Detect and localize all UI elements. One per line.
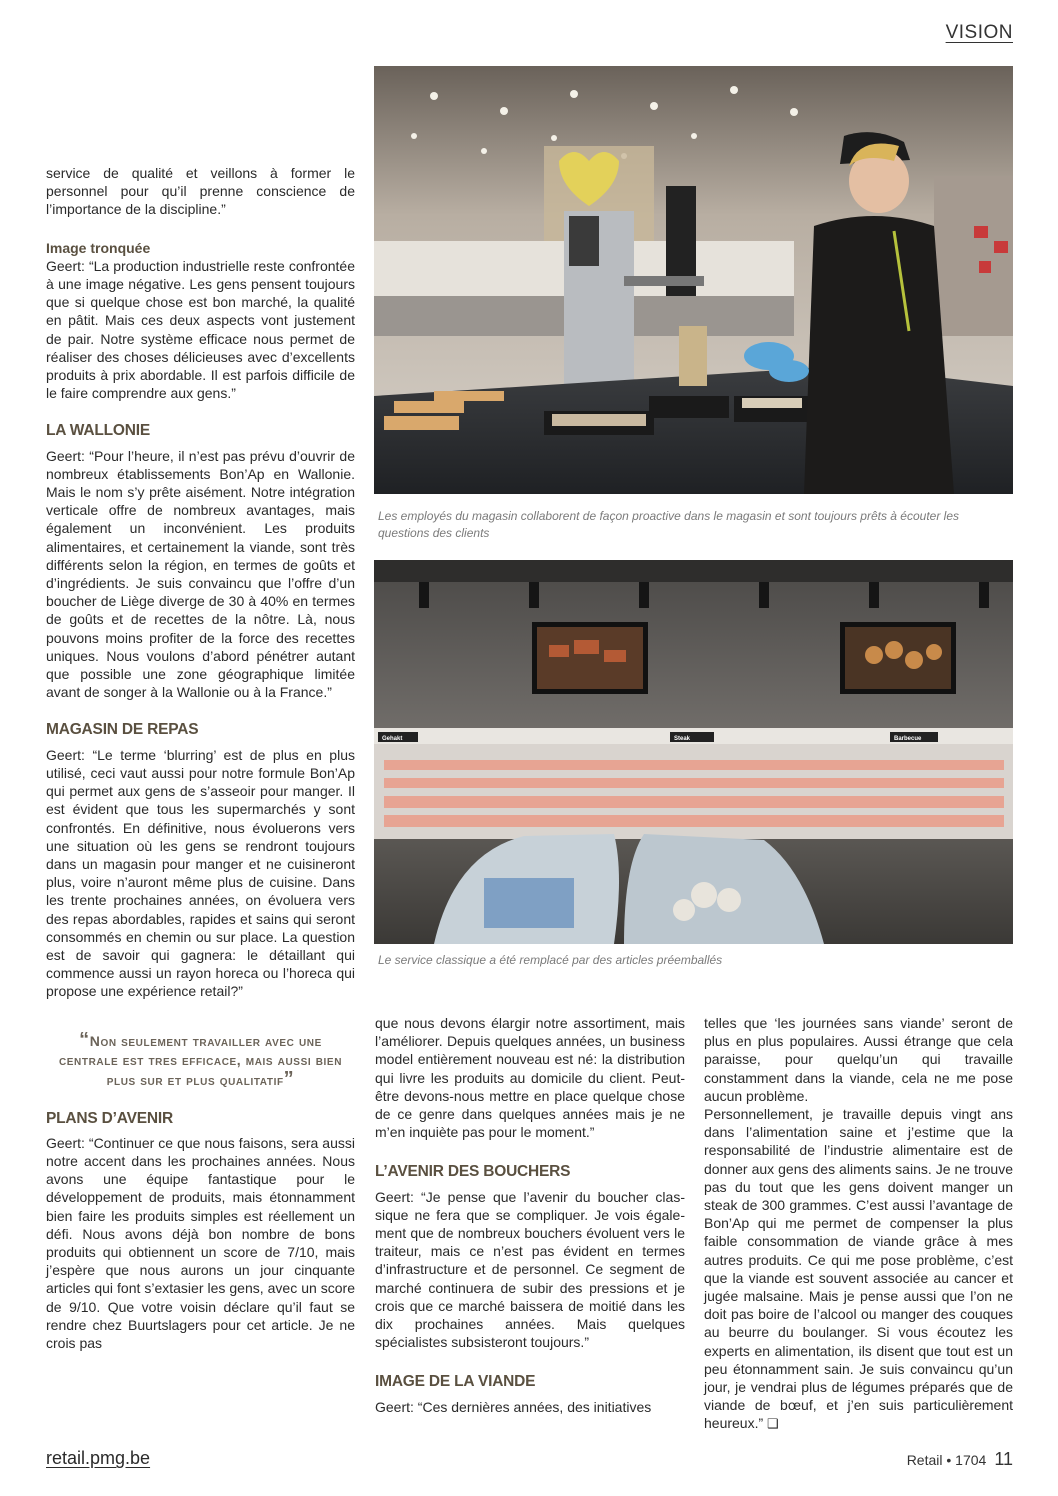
pull-quote-text: Non seulement travailler avec une centrale est tres efficace, mais aussi bien plus sur et plus qualitatif [58,1032,343,1088]
right-column [704,1014,1013,1434]
page-number: 11 [994,1449,1013,1469]
paragraph-text: Personnellement, je travaille depuis vingt ans dans l’alimentation saine et j’estime que la responsabilité de l’industrie alimentaire est de donner aux gens des aliments sains. Je ne trouve pas du tout que les gens doivent manger un steak de 300 grammes. C’est aussi l’avantage de Bon’Ap qui me permet de compenser la plus faible consommation de viande grâce à mes autres produits. Ce qui me pose problème, c’est que la viande est souvent associée au cancer et jugée malsaine. Mais je pense aussi que l’on ne doit pas boire de l’alcool ou manger des couques au beurre du boulanger. Si vous écoutez les experts en alimentation, ils disent que tout est un peu étonnamment sain. Je suis convaincu qu’un jour, je vendrai plus de légumes préparés que de viande de bœuf, et j’en suis particulièrement heureux.” [704,1106,1013,1432]
left-column [46,164,355,1352]
paragraph: Geert: “Le terme ‘blurring’ est de plus en plus utilisé, ceci vaut aussi pour notre formule Bon’Ap qui permet aux gens de s’asseoir pour manger. Il est évident que tous les supermarchés y sont confrontés. En définitive, nous évoluerons vers une situation où les gens se rendront toujours dans un magasin pour manger et ne cuisineront plus, voire n’auront même plus de cuisine. Dans les trente prochaines années, on évoluera vers des repas abordables, rapides et sains qui seront consommés en chemin ou sur place. La question est de savoir qui gagnera: le détaillant qui commence aussi un rayon horeca ou l’horeca qui propose une expérience retail?” [46,746,355,1000]
photo-caption-1: Les employés du magasin collaborent de façon proactive dans le magasin et sont toujours prêts à écouter les questions des clients [378,509,960,540]
subheading-image-tronquee: Image tronquée [46,239,151,256]
paragraph: Geert: “Ces dernières années, des initiatives [375,1398,652,1415]
heading-wallonie: LA WALLONIE [46,422,150,440]
paragraph: service de qualité et veillons à former le personnel pour qu’il prenne conscience de l’importance de la discipline.” [46,165,355,218]
paragraph: Geert: “Je pense que l’avenir du boucher classique ne fera que se compliquer. Je vois également que de nombreux bouchers évoluent vers le traiteur, mais ce n’est pas évident en termes d’infrastructure et de personnel. Ce segment de marché continuera de subir des pressions et je crois que ce marché baissera de moitié dans les dix prochaines années. Mais quelques spécialistes subsisteront toujours.” [375,1188,685,1351]
paragraph: Geert: “La production industrielle reste confrontée à une image négative. Les gens pensent toujours que si quelque chose est bon marché, la qualité en pâtit. Mais ces deux aspects vont justement de pair. Notre système efficace nous permet de réaliser des choses délicieuses avec d’excellents produits à prix abordable. Il est parfois difficile de le faire comprendre aux gens.” [46,257,355,402]
middle-column [375,1014,685,1416]
paragraph: Geert: “Continuer ce que nous faisons, sera aussi notre accent dans les prochaines années. Nous avons une équipe fantastique pour le développement de produits, mais étonnamment bien faire les produits simples est réellement un défi. Nous avons déjà bon nombre de bons produits qui obtiennent un score de 7/10, mais j’espère que nous aurons un jour cinquante articles qui font s’extasier les gens, avec un score de 9/10. Que votre voisin déclare qu’il faut se rendre chez Buurtslagers pour cet article. Je ne crois pas [46,1134,355,1351]
counter-label-1: Steak [674,736,691,742]
end-mark-icon: ❑ [767,1416,779,1432]
quote-close-mark: ” [283,1067,295,1090]
paragraph [704,1105,1013,1434]
pull-quote [52,1028,349,1090]
quote-open-mark: “ [79,1028,90,1051]
counter-label-0: Gehakt [382,736,403,742]
paragraph: telles que ‘les journées sans viande’ seront de plus en plus populaires. Aussi étrange que cela paraisse, pour quelqu’un qui travaille constamment dans la viande, cela ne me pose aucun problème. [704,1015,1013,1104]
issue-label: Retail • 1704 [906,1452,987,1468]
paragraph: que nous devons élargir notre assortiment, mais l’améliorer. Depuis quelques années, un business model entièrement nouveau est né: la distribution qui livre les produits au domicile du client. Peut-être devons-nous mettre en place quelque chose de ce genre dans quelques années mais je ne m’en inquiète pas pour le moment.” [375,1015,685,1141]
footer-issue [907,1449,1013,1470]
photo-caption-2: Le service classique a été remplacé par des articles préemballés [378,953,723,967]
photo-counter [374,560,1013,944]
heading-avenir-des-bouchers: L’AVENIR DES BOUCHERS [375,1163,571,1181]
section-tag: VISION [945,22,1013,43]
photo-employee [374,66,1013,494]
paragraph: Geert: “Pour l’heure, il n’est pas prévu d’ouvrir de nombreux établissements Bon’Ap en Wallonie. Mais le nom s’y prête aisément. Notre intégration verticale offre de nombreux avantages, mais également un inconvénient. Les produits alimentaires, et certainement la viande, sont très différents selon la région, en termes de goûts et d’ingrédients. Je suis convaincu que l’offre d’un boucher de Liège diverge de 30 à 40% en termes de goûts et de recettes de la nôtre. Là, nous pouvons moins profiter de la force des recettes uniques. Nous voulons d’abord pénétrer autant que possible une zone géographique limitée avant de songer à la Wallonie ou à la France.” [46,447,355,701]
heading-magasin-de-repas: MAGASIN DE REPAS [46,721,199,739]
counter-label-2: Barbecue [894,736,922,742]
heading-image-de-la-viande: IMAGE DE LA VIANDE [375,1373,536,1391]
heading-plans-davenir: PLANS D’AVENIR [46,1109,173,1127]
footer-url-link[interactable]: retail.pmg.be [46,1448,151,1468]
